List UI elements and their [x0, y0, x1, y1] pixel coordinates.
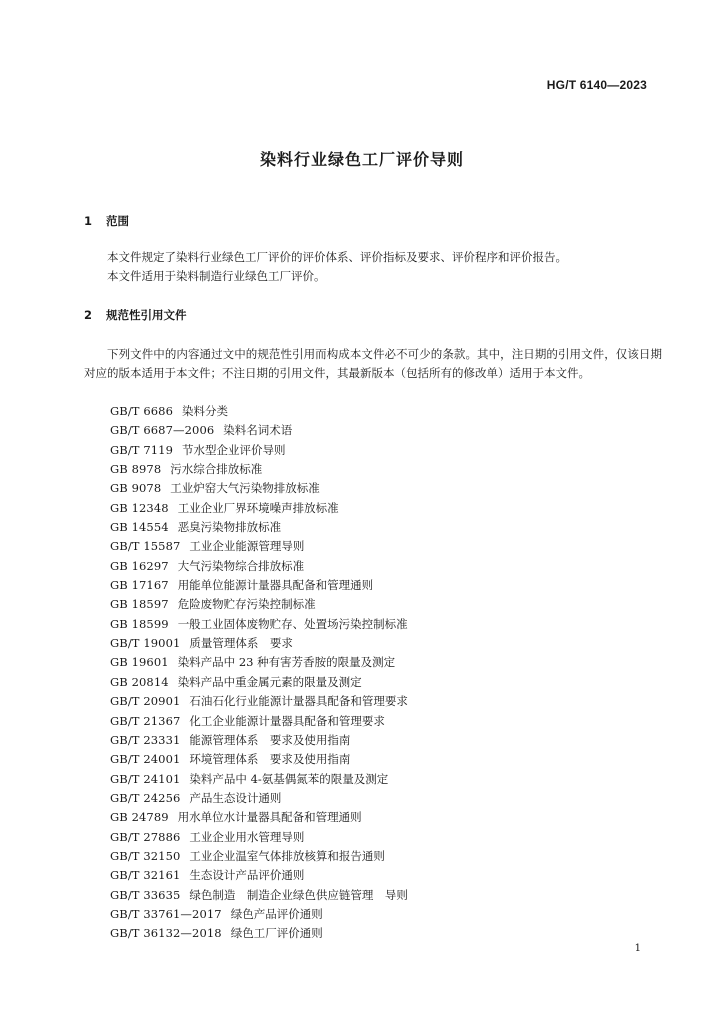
- reference-code: GB/T 27886: [110, 829, 181, 844]
- reference-name: 染料名词术语: [223, 423, 293, 438]
- reference-item: [110, 595, 408, 614]
- reference-item: [110, 653, 408, 672]
- reference-item: [110, 905, 408, 924]
- reference-name: 石油石化行业能源计量器具配备和管理要求: [189, 694, 408, 709]
- reference-item: [110, 557, 408, 576]
- reference-name: 绿色产品评价通则: [230, 906, 323, 921]
- reference-code: GB 24789: [110, 810, 169, 825]
- reference-code: GB/T 36132—2018: [110, 926, 222, 941]
- reference-item: [110, 479, 408, 498]
- reference-name: 染料产品中 23 种有害芳香胺的限量及测定: [177, 655, 396, 670]
- reference-code: GB 8978: [110, 462, 162, 477]
- reference-item: [110, 673, 408, 692]
- reference-name: 工业企业能源管理导则: [189, 539, 305, 554]
- reference-item: [110, 537, 408, 556]
- section-2-number: 2: [84, 308, 93, 322]
- section-1-title: 范围: [106, 214, 129, 228]
- reference-code: GB/T 20901: [110, 694, 181, 709]
- reference-item: [110, 731, 408, 750]
- reference-item: [110, 924, 408, 943]
- reference-name: 大气污染物综合排放标准: [177, 558, 305, 573]
- reference-code: GB/T 24256: [110, 790, 181, 805]
- reference-name: 污水综合排放标准: [170, 462, 263, 477]
- reference-name: 一般工业固体废物贮存、处置场污染控制标准: [177, 616, 408, 631]
- standard-code: HG/T 6140—2023: [546, 78, 647, 92]
- reference-code: GB 20814: [110, 674, 169, 689]
- section-2-body: [84, 345, 662, 383]
- reference-item: [110, 441, 408, 460]
- section-1-heading: [84, 213, 129, 229]
- reference-name: 绿色制造 制造企业绿色供应链管理 导则: [189, 887, 408, 902]
- section-2-title: 规范性引用文件: [106, 308, 187, 322]
- reference-item: [110, 615, 408, 634]
- reference-item: [110, 789, 408, 808]
- reference-code: GB/T 32150: [110, 848, 181, 863]
- reference-name: 化工企业能源计量器具配备和管理要求: [189, 713, 385, 728]
- reference-item: [110, 712, 408, 731]
- reference-item: [110, 518, 408, 537]
- reference-code: GB 12348: [110, 500, 169, 515]
- reference-code: GB 16297: [110, 558, 169, 573]
- reference-code: GB 19601: [110, 655, 169, 670]
- section-1-body: [84, 248, 662, 286]
- reference-name: 环境管理体系 要求及使用指南: [189, 752, 351, 767]
- reference-name: 用水单位水计量器具配备和管理通则: [177, 810, 362, 825]
- reference-name: 节水型企业评价导则: [182, 442, 286, 457]
- reference-code: GB/T 19001: [110, 636, 181, 651]
- reference-name: 工业企业厂界环境噪声排放标准: [177, 500, 339, 515]
- reference-item: [110, 692, 408, 711]
- reference-name: 用能单位能源计量器具配备和管理通则: [177, 578, 374, 593]
- reference-item: [110, 421, 408, 440]
- reference-code: GB/T 15587: [110, 539, 181, 554]
- reference-code: GB/T 7119: [110, 442, 174, 457]
- reference-item: [110, 828, 408, 847]
- reference-item: [110, 886, 408, 905]
- reference-item: [110, 499, 408, 518]
- reference-code: GB/T 21367: [110, 713, 181, 728]
- reference-item: [110, 808, 408, 827]
- section-2-heading: [84, 307, 187, 323]
- reference-name: 工业企业用水管理导则: [189, 829, 305, 844]
- reference-name: 质量管理体系 要求: [189, 636, 293, 651]
- reference-name: 产品生态设计通则: [189, 790, 282, 805]
- reference-item: [110, 750, 408, 769]
- reference-code: GB/T 32161: [110, 868, 181, 883]
- reference-code: GB 18599: [110, 616, 169, 631]
- reference-name: 工业炉窑大气污染物排放标准: [170, 481, 320, 496]
- reference-name: 绿色工厂评价通则: [230, 926, 323, 941]
- reference-name: 生态设计产品评价通则: [189, 868, 305, 883]
- reference-code: GB/T 24101: [110, 771, 181, 786]
- reference-name: 染料产品中重金属元素的限量及测定: [177, 674, 362, 689]
- reference-code: GB/T 23331: [110, 732, 181, 747]
- reference-name: 染料分类: [182, 404, 229, 418]
- reference-item: [110, 847, 408, 866]
- reference-item: [110, 460, 408, 479]
- reference-name: 染料产品中 4-氨基偶氮苯的限量及测定: [189, 771, 389, 786]
- reference-name: 能源管理体系 要求及使用指南: [189, 732, 351, 747]
- section-2-paragraph: 下列文件中的内容通过文中的规范性引用而构成本文件必不可少的条款。其中，注日期的引用文件，仅该日期对应的版本适用于本文件；不注日期的引用文件，其最新版本（包括所有的修改单）适用于本文件。: [84, 347, 662, 380]
- document-title: 染料行业绿色工厂评价导则: [259, 150, 464, 169]
- section-1-paragraph: 本文件规定了染料行业绿色工厂评价的评价体系、评价指标及要求、评价程序和评价报告。: [107, 250, 567, 264]
- reference-code: GB/T 6686: [110, 404, 174, 418]
- page-number: 1: [634, 943, 641, 954]
- reference-name: 工业企业温室气体排放核算和报告通则: [189, 848, 385, 863]
- reference-name: 恶臭污染物排放标准: [177, 520, 282, 535]
- section-1-paragraph: 本文件适用于染料制造行业绿色工厂评价。: [107, 269, 326, 283]
- reference-item: [110, 770, 408, 789]
- reference-item: [110, 634, 408, 653]
- reference-code: GB/T 33635: [110, 887, 181, 902]
- reference-code: GB/T 6687—2006: [110, 423, 215, 438]
- reference-code: GB 17167: [110, 578, 169, 593]
- reference-item: [110, 866, 408, 885]
- reference-name: 危险废物贮存污染控制标准: [177, 597, 316, 612]
- section-1-number: 1: [84, 214, 93, 228]
- reference-code: GB/T 33761—2017: [110, 906, 222, 921]
- reference-item: [110, 576, 408, 595]
- reference-code: GB 9078: [110, 481, 162, 496]
- reference-item: [110, 402, 408, 421]
- reference-code: GB 18597: [110, 597, 169, 612]
- reference-code: GB 14554: [110, 520, 169, 535]
- reference-code: GB/T 24001: [110, 752, 181, 767]
- reference-list: [110, 402, 408, 944]
